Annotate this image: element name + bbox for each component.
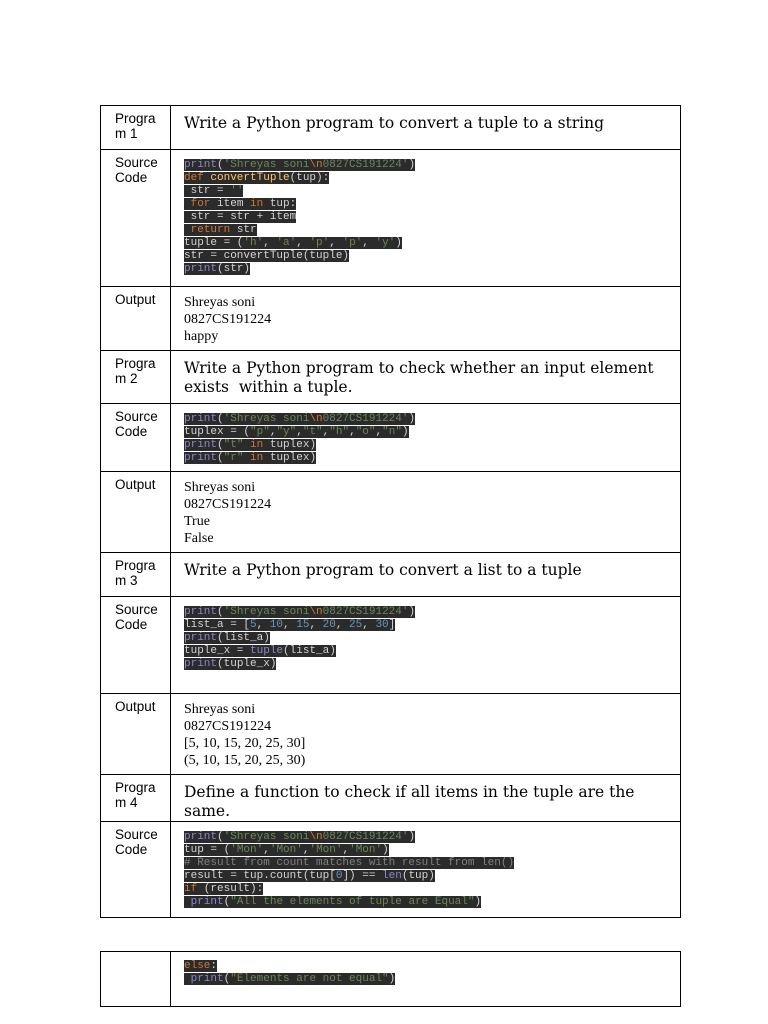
program-2-label: Progra m 2 <box>101 351 171 404</box>
program-3-title-cell <box>171 553 681 597</box>
program-3-code-cell <box>171 597 681 694</box>
program-2-code <box>184 404 680 462</box>
code-line: print(list_a) <box>184 632 270 644</box>
program-1-output-cell <box>171 287 681 351</box>
program-4-code <box>184 822 680 906</box>
code-line: return str <box>184 221 680 234</box>
output-line: 0827CS191224 <box>184 497 272 512</box>
output-line: False <box>184 531 214 546</box>
code-line: print(tuple_x) <box>184 658 277 670</box>
program-4-title-cell <box>171 775 681 822</box>
program-1-output-row <box>101 287 681 351</box>
code-line: print(str) <box>184 263 251 275</box>
code-line: # Result from count matches with result from len() <box>184 857 515 869</box>
source-code-label: Source Code <box>101 150 171 287</box>
source-code-label: Source Code <box>101 822 171 918</box>
continuation-code <box>184 952 680 983</box>
code-line: print('Shreyas soni\n0827CS191224') <box>184 831 416 843</box>
program-4-code-cell <box>171 822 681 918</box>
code-line: else: <box>184 960 218 972</box>
output-line: True <box>184 514 210 529</box>
output-line: (5, 10, 15, 20, 25, 30) <box>184 753 306 768</box>
code-line: print('Shreyas soni\n0827CS191224') <box>184 413 416 425</box>
code-line: result = tup.count(tup[0]) == len(tup) <box>184 870 435 882</box>
output-label: Output <box>101 472 171 553</box>
code-line: list_a = [5, 10, 15, 20, 25, 30] <box>184 619 396 631</box>
program-4-row <box>101 775 681 822</box>
program-3-output-row <box>101 694 681 775</box>
code-line: print("All the elements of tuple are Equal") <box>184 893 680 906</box>
continuation-label-cell <box>101 952 171 1007</box>
programs-table <box>100 105 681 918</box>
program-1-code-cell <box>171 150 681 287</box>
code-line: print("Elements are not equal") <box>184 970 680 983</box>
code-line: if (result): <box>184 883 264 895</box>
program-1-row <box>101 106 681 150</box>
program-3-title: Write a Python program to convert a list to a tuple <box>184 561 582 579</box>
program-3-label: Progra m 3 <box>101 553 171 597</box>
program-2-source-row <box>101 404 681 472</box>
program-3-source-row <box>101 597 681 694</box>
output-line: Shreyas soni <box>184 702 256 717</box>
code-line: tuple_x = tuple(list_a) <box>184 645 336 657</box>
source-code-label: Source Code <box>101 404 171 472</box>
program-4-source-row <box>101 822 681 918</box>
program-4-label: Progra m 4 <box>101 775 171 822</box>
program-3-code <box>184 597 680 668</box>
program-2-output-row <box>101 472 681 553</box>
code-line: print('Shreyas soni\n0827CS191224') <box>184 159 416 171</box>
code-line: str = str + item <box>184 211 297 223</box>
program-3-output-cell <box>171 694 681 775</box>
program-1-source-row <box>101 150 681 287</box>
output-label: Output <box>101 694 171 775</box>
output-line: Shreyas soni <box>184 295 256 310</box>
program-2-code-cell <box>171 404 681 472</box>
program-1-title: Write a Python program to convert a tuple to a string <box>184 114 605 132</box>
program-2-title-cell <box>171 351 681 404</box>
output-line: 0827CS191224 <box>184 312 272 327</box>
code-line: print("t" in tuplex) <box>184 439 317 451</box>
program-3-row <box>101 553 681 597</box>
code-line: str = '' <box>184 185 244 197</box>
continuation-table <box>100 951 681 1007</box>
code-line: print('Shreyas soni\n0827CS191224') <box>184 606 416 618</box>
code-line: tuple = ('h', 'a', 'p', 'p', 'y') <box>184 237 402 249</box>
code-line: str = convertTuple(tuple) <box>184 250 350 262</box>
program-1-title-cell <box>171 106 681 150</box>
continuation-row <box>101 952 681 1007</box>
output-line: Shreyas soni <box>184 480 256 495</box>
program-2-row <box>101 351 681 404</box>
code-line: for item in tup: <box>184 195 680 208</box>
continuation-code-cell <box>171 952 681 1007</box>
code-line: tup = ('Mon','Mon','Mon','Mon') <box>184 844 389 856</box>
output-line: [5, 10, 15, 20, 25, 30] <box>184 736 306 751</box>
program-4-title: Define a function to check if all items in the tuple are the same. <box>184 783 635 820</box>
source-code-label: Source Code <box>101 597 171 694</box>
program-2-title: Write a Python program to check whether an input element exists within a tuple. <box>184 359 659 396</box>
program-2-output-cell <box>171 472 681 553</box>
code-line: tuplex = ("p","y","t","h","o","n") <box>184 426 409 438</box>
output-line: 0827CS191224 <box>184 719 272 734</box>
code-line: def convertTuple(tup): <box>184 172 330 184</box>
program-1-code <box>184 150 680 273</box>
output-label: Output <box>101 287 171 351</box>
program-1-label: Progra m 1 <box>101 106 171 150</box>
code-line: print("r" in tuplex) <box>184 452 317 464</box>
output-line: happy <box>184 329 219 344</box>
